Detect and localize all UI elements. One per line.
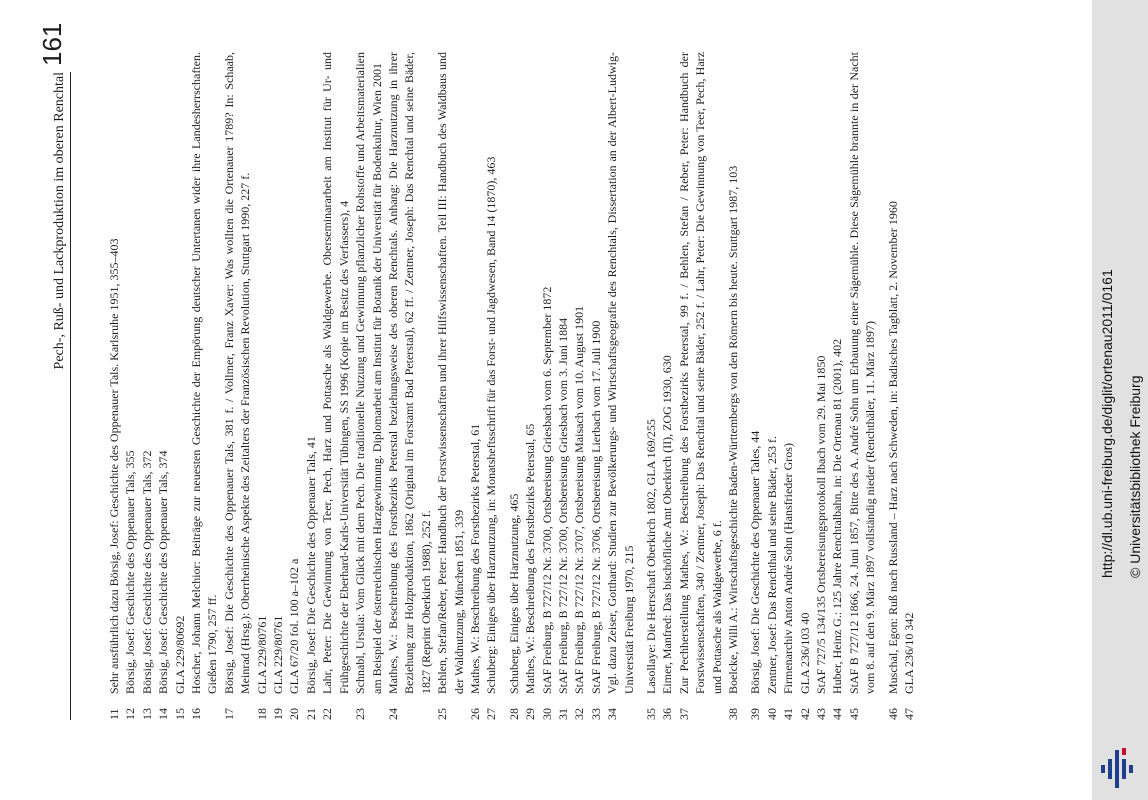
endnote-number: 28 <box>506 708 521 720</box>
logo-bar <box>1115 750 1119 788</box>
endnote <box>303 52 319 720</box>
endnote <box>797 52 813 720</box>
endnote <box>780 52 796 720</box>
endnote <box>286 52 302 720</box>
logo-bar <box>1108 759 1112 779</box>
endnote <box>571 52 587 720</box>
logo-bar <box>1122 748 1126 755</box>
endnote-number: 31 <box>555 708 570 720</box>
endnote <box>352 52 385 720</box>
endnote <box>659 52 675 720</box>
endnotes-list <box>106 52 918 720</box>
endnote-text: Börsig, Josef: Geschichte des Oppenauer Tals, 372 <box>139 450 154 694</box>
endnote <box>139 52 155 720</box>
header-rule <box>70 72 71 720</box>
endnote <box>385 52 434 720</box>
endnote-number: 38 <box>726 708 741 720</box>
endnote-number: 24 <box>385 708 400 720</box>
endnote-text: Börsig, Josef: Die Geschichte des Oppenauer Tals, 381 f. / Vollmer, Franz Xaver: Was wollten die Ortenauer 1789? In: Schaab, Meinrad (Hrsg.): Oberrheinische Aspekte des Zeitalters der Französischen Revolution, Stuttgart 1990, 227 f. <box>221 52 253 694</box>
endnote <box>764 52 780 720</box>
endnote-number: 43 <box>814 708 829 720</box>
logo-bar <box>1101 765 1105 773</box>
ub-freiburg-logo-icon <box>1101 748 1141 788</box>
endnote-text: Lasollaye: Die Herrschaft Oberkirch 1802, GLA 169/255 <box>644 419 658 694</box>
endnote <box>846 52 879 720</box>
endnote-number: 11 <box>107 708 121 720</box>
endnote-number: 41 <box>781 708 796 720</box>
endnote <box>829 52 845 720</box>
endnote <box>604 52 637 720</box>
endnote-text: Sehr ausführlich dazu Börsig, Josef: Geschichte des Oppenauer Tals. Karlsruhe 1951, 355–403 <box>107 238 121 694</box>
endnote-number: 45 <box>846 708 861 720</box>
endnote-number: 40 <box>764 708 779 720</box>
logo-bar <box>1129 765 1133 773</box>
endnote <box>901 52 917 720</box>
endnote-text: Lahr, Peter: Die Gewinnung von Teer, Pech, Harz und Pottasche als Waldgewerbe. Oberseminararbeit am Institut für Ur- und Frühgeschichte der Eberhard-Karls-Universität Tübingen, SS 1996 (Kopie im Besitz des Verfassers), 4 <box>320 52 351 694</box>
copyright-note: © Universitätsbibliothek Freiburg <box>1127 375 1143 578</box>
endnote-text: GLA 67/20 fol. 100 a–102 a <box>287 558 302 694</box>
endnote <box>221 52 254 720</box>
endnote-text: StAF B 727/12 1866, 24. Juni 1857, Bitte des A. André Sohn um Erbauung einer Sägemühle. Diese Sägemühle brannte in der Nacht vom 8. auf den 9. März 1897 vollständig nieder (Renchthäler, 11. März 1897) <box>846 52 878 694</box>
endnote-number: 29 <box>523 708 538 720</box>
endnote-text: Hoscher, Johann Melchior: Beiträge zur neuesten Geschichte der Empörung deutscher Untertanen wider ihre Landesherrschaften. Gießen 1790, 257 ff. <box>189 52 220 694</box>
endnote <box>506 52 522 720</box>
endnote-text: Zur Pechherstellung Mathes, W.: Beschreibung des Forstbezirks Peterstal, 99 f. / Behlen, Stefan / Reber, Peter: Handbuch der Forstwissenschaften, 340 / Zentner, Joseph: Das Renchtal und seine Bäder, 252 f. / Lahr, Peter: Die Gewinnung von Teer, Pech, Harz und Pottasche als Waldgewerbe, 6 f. <box>676 52 724 694</box>
endnote <box>813 52 829 720</box>
endnote-text: StAF Freiburg, B 727/12 Nr. 3707, Ortsbereisung Maisach vom 10. August 1901 <box>572 305 587 694</box>
endnote <box>522 52 538 720</box>
endnote-text: Mathes, W.: Beschreibung des Forstbezirks Peterstal, 61 <box>467 423 482 694</box>
endnote <box>539 52 555 720</box>
endnote <box>885 52 901 720</box>
endnote-text: Börsig, Josef: Die Geschichte des Oppenauer Tales, 44 <box>748 430 763 694</box>
endnote-number: 39 <box>748 708 763 720</box>
endnote <box>122 52 138 720</box>
endnote-number: 16 <box>189 708 204 720</box>
endnote-text: Börsig, Josef: Geschichte des Oppenauer Tals, 374 <box>156 450 171 694</box>
endnote-number: 47 <box>902 708 917 720</box>
endnote <box>747 52 763 720</box>
endnote-number: 44 <box>830 708 845 720</box>
endnote-text: Behlen, Stefan/Reber, Peter: Handbuch der Forstwissenschaften und ihrer Hilfswissenschaften. Teil III: Handbuch des Waldbaus und der Waldnutzung, München 1851, 339 <box>435 52 466 694</box>
endnote-number: 34 <box>605 708 620 720</box>
endnote-text: Mathes, W.: Beschreibung des Forstbezirks Peterstal beziehungsweise des oberen Renchtals. Anhang: Die Harznutzung in ihrer Beziehung zur Holzproduktion, 1862 (Original im Forstamt Bad Peterstal), 62 ff. / Zentner, Joseph: Das Renchtal und seine Bäder, 1827 (Reprint Oberkirch 1988), 252 f. <box>385 52 433 694</box>
endnote-text: Schuberg: Einiges über Harznutzung, in: Monatsheftsschrift für das Forst- und Jagdwesen, Band 14 (1870), 463 <box>484 156 499 694</box>
endnote-text: Firmenarchiv Anton André Sohn (Hansfrieder Gros) <box>781 443 796 694</box>
endnote-number: 19 <box>271 708 286 720</box>
endnote <box>676 52 725 720</box>
endnote-text: Boelcke, Willi A.: Wirtschaftsgeschichte Baden-Württembergs von den Römern bis heute. Stuttgart 1987, 103 <box>726 165 741 694</box>
endnote-text: StAF Freiburg, B 727/12 Nr. 3700, Ortsbereisung Griesbach vom 6. September 1872 <box>539 286 554 694</box>
endnote-number: 37 <box>676 708 691 720</box>
endnote-number: 23 <box>353 708 368 720</box>
endnote-text: Eimer, Manfred: Das bischöfliche Amt Oberkirch (II), ZOG 1930, 630 <box>660 355 675 694</box>
endnote-text: StAF Freiburg, B 727/12 Nr. 3700, Ortsbereisung Griesbach vom 3. Juni 1884 <box>555 317 570 694</box>
endnote-number: 12 <box>123 708 138 720</box>
endnote <box>155 52 171 720</box>
endnote-number: 20 <box>287 708 302 720</box>
endnote-text: Vgl. dazu Zeiser, Gotthard: Studien zur Bevölkerungs- und Wirtschaftsgeografie des Renchtals, Dissertation an der Albert-Ludwig-Universität Freiburg 1970, 215 <box>605 52 636 694</box>
endnote-text: Börsig, Josef: Geschichte des Oppenauer Tals, 355 <box>123 450 138 694</box>
endnote-number: 30 <box>539 708 554 720</box>
endnote <box>588 52 604 720</box>
endnote-number: 25 <box>435 708 450 720</box>
endnote-number: 18 <box>254 708 269 720</box>
endnote-number: 36 <box>660 708 675 720</box>
endnote-number: 22 <box>320 708 335 720</box>
running-title: Pech-, Ruß- und Lackproduktion im oberen Renchtal <box>52 72 67 370</box>
endnote <box>106 52 122 720</box>
endnote-text: StAF Freiburg, B 727/12 Nr. 3706, Ortsbereisung Lierbach vom 17. Juli 1900 <box>588 320 603 694</box>
endnote <box>555 52 571 720</box>
endnote-text: Mathes, W.: Beschreibung des Forstbezirks Peterstal, 65 <box>523 423 538 694</box>
endnote <box>172 52 188 720</box>
endnote-text: Schuberg, Einiges über Harznutzung, 465 <box>506 493 521 694</box>
endnote-number: 15 <box>172 708 187 720</box>
endnote-text: Zentner, Josef: Das Renchthal und seine Bäder, 253 f. <box>764 436 779 694</box>
endnote-number: 17 <box>221 708 236 720</box>
permalink-url[interactable]: http://dl.ub.uni-freiburg.de/diglit/ortenau2011/0161 <box>1099 269 1115 578</box>
endnote <box>725 52 741 720</box>
endnote-text: GLA 236/103 40 <box>797 612 812 694</box>
endnote <box>483 52 499 720</box>
endnote <box>434 52 467 720</box>
endnote-text: GLA 229/80692 <box>172 615 187 694</box>
endnote <box>188 52 221 720</box>
endnote-text: Börsig, Josef: Die Geschichte des Oppenauer Tals, 41 <box>303 436 318 694</box>
logo-bar <box>1122 759 1126 779</box>
endnote-number: 33 <box>588 708 603 720</box>
page-number: 161 <box>37 22 67 66</box>
endnote-text: GLA 229/80761 <box>271 615 286 694</box>
endnote <box>270 52 286 720</box>
endnote-text: GLA 236/10 342 <box>902 612 917 694</box>
endnote-number: 32 <box>572 708 587 720</box>
endnote-number: 46 <box>885 708 900 720</box>
endnote <box>254 52 270 720</box>
endnote <box>467 52 483 720</box>
endnote-number: 42 <box>797 708 812 720</box>
endnote <box>643 52 659 720</box>
endnote <box>319 52 352 720</box>
endnote-text: Huber, Heinz G.: 125 Jahre Renchtalbahn, in: Die Ortenau 81 (2001), 402 <box>830 338 845 694</box>
endnote-number: 21 <box>303 708 318 720</box>
endnote-number: 13 <box>139 708 154 720</box>
endnote-text: StAF 727/5 134/135 Ortsbereisungsprotokoll Ibach vom 29. Mai 1850 <box>814 355 829 694</box>
endnote-text: Schnabl, Ursula: Vom Glück mit dem Pech. Die traditionelle Nutzung und Gewinnung pflanzlicher Rohstoffe und Arbeitsmaterialien am Beispiel der österreichischen Harzgewinnung. Diplomarbeit am Institut für Botanik der Universität für Bodenkultur, Wien 2001 <box>353 52 384 694</box>
endnote-number: 27 <box>484 708 499 720</box>
endnote-number: 14 <box>156 708 171 720</box>
endnote-text: GLA 229/80761 <box>254 615 269 694</box>
endnote-number: 26 <box>467 708 482 720</box>
endnote-text: Muschal, Egon: Ruß nach Russland – Harz nach Schweden, in: Badisches Tagblatt, 2. November 1960 <box>885 201 900 694</box>
endnote-number: 35 <box>644 708 658 720</box>
